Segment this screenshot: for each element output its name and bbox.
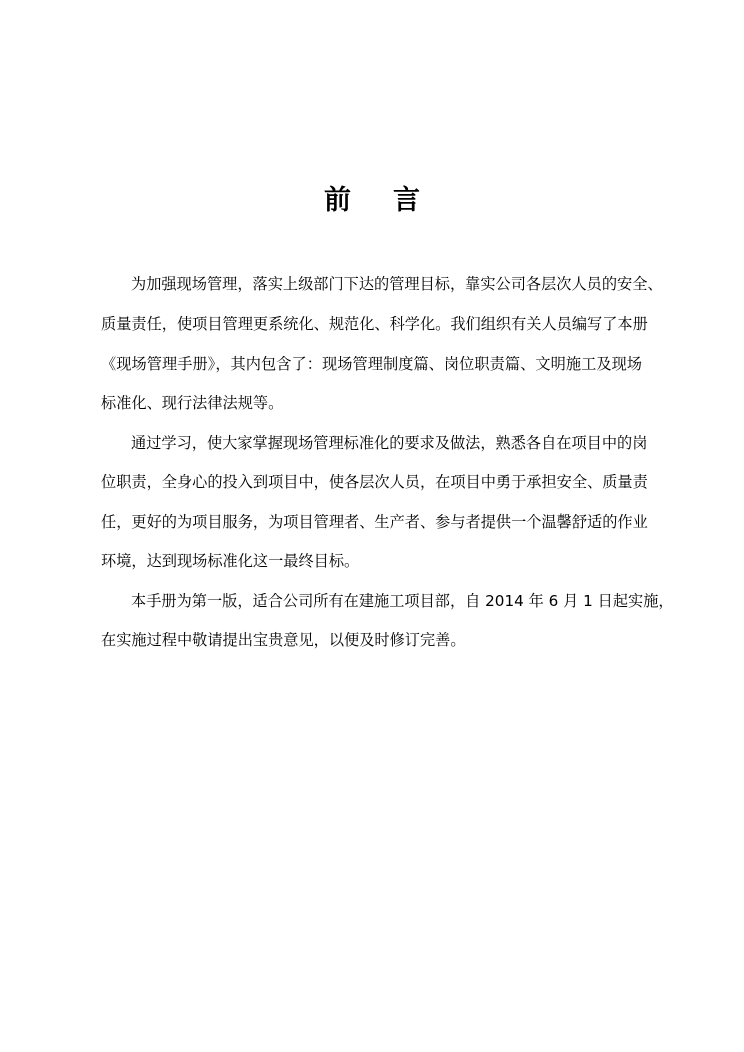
- title-char-2: 言: [393, 185, 420, 216]
- paragraph-2-line-3: 任，更好的为项目服务，为项目管理者、生产者、参与者提供一个温馨舒适的作业: [101, 513, 648, 531]
- paragraph-2-line-2: 位职责，全身心的投入到项目中，使各层次人员，在项目中勇于承担安全、质量责: [101, 473, 648, 491]
- title-char-1: 前: [324, 185, 351, 216]
- page-title: [0, 183, 744, 219]
- paragraph-3-line-1: 本手册为第一版，适合公司所有在建施工项目部，自 2014 年 6 月 1 日起实施，: [131, 592, 674, 610]
- paragraph-1-line-4: 标准化、现行法律法规等。: [101, 394, 284, 412]
- paragraph-1-line-1: 为加强现场管理，落实上级部门下达的管理目标，靠实公司各层次人员的安全、: [131, 275, 663, 293]
- paragraph-3-line-2: 在实施过程中敬请提出宝贵意见，以便及时修订完善。: [101, 631, 466, 649]
- paragraph-1-line-2: 质量责任，使项目管理更系统化、规范化、科学化。我们组织有关人员编写了本册: [101, 315, 648, 333]
- paragraph-1-line-3: 《现场管理手册》，其内包含了：现场管理制度篇、岗位职责篇、文明施工及现场: [101, 355, 642, 373]
- paragraph-2-line-4: 环境，达到现场标准化这一最终目标。: [101, 552, 360, 570]
- paragraph-2-line-1: 通过学习，使大家掌握现场管理标准化的要求及做法，熟悉各自在项目中的岗: [131, 434, 648, 452]
